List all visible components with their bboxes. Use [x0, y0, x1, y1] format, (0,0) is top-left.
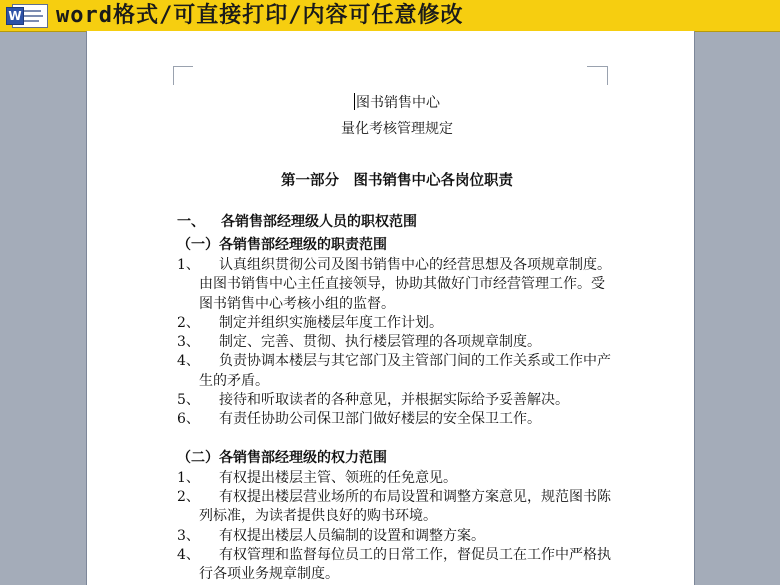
crop-mark-top-right: [607, 66, 608, 85]
document-subtitle: 量化考核管理规定: [341, 121, 453, 137]
list-item: 4、 负责协调本楼层与其它部门及主管部门间的工作关系或工作中产生的矛盾。: [177, 353, 611, 389]
list-item: 2、 有权提出楼层营业场所的布局设置和调整方案意见，规范图书陈列标准，为读者提供良好的购书环境。: [177, 488, 611, 525]
responsibilities-list: [177, 256, 617, 430]
crop-mark-top-left-h: [173, 66, 193, 67]
banner-text: word格式/可直接打印/内容可任意修改: [56, 3, 464, 28]
text-cursor: [354, 93, 355, 110]
crop-mark-top-left: [173, 66, 174, 85]
crop-mark-top-right-h: [587, 66, 608, 67]
promo-banner: [0, 0, 780, 32]
list-item: 6、 有责任协助公司保卫部门做好楼层的安全保卫工作。: [177, 411, 541, 428]
list-item: 1、 有权提出楼层主管、领班的任免意见。: [177, 469, 457, 486]
document-page: [86, 31, 695, 585]
list-item: 3、 制定、完善、贯彻、执行楼层管理的各项规章制度。: [177, 334, 541, 351]
list-item: 2、 制定并组织实施楼层年度工作计划。: [177, 314, 443, 331]
list-item: 4、 有权管理和监督每位员工的日常工作，督促员工在工作中严格执行各项业务规章制度。: [177, 546, 611, 583]
document-title: 图书销售中心: [356, 95, 440, 111]
section-heading: 一、 各销售部经理级人员的职权范围: [177, 214, 417, 230]
list-item: 1、 认真组织贯彻公司及图书销售中心的经营思想及各项规章制度。由图书销售中心主任直接领导，协助其做好门市经营管理工作。受图书销售中心考核小组的监督。: [177, 257, 611, 312]
list-item: 3、 有权提出楼层人员编制的设置和调整方案。: [177, 527, 485, 544]
word-document-icon: W: [4, 2, 52, 29]
list-item: 5、 接待和听取读者的各种意见，并根据实际给予妥善解决。: [177, 392, 569, 409]
authority-heading: （二）各销售部经理级的权力范围: [177, 449, 387, 466]
part-heading: 第一部分 图书销售中心各岗位职责: [281, 172, 513, 189]
document-body[interactable]: [177, 87, 617, 584]
responsibilities-heading: （一）各销售部经理级的职责范围: [177, 237, 387, 253]
authority-list: [177, 469, 617, 585]
